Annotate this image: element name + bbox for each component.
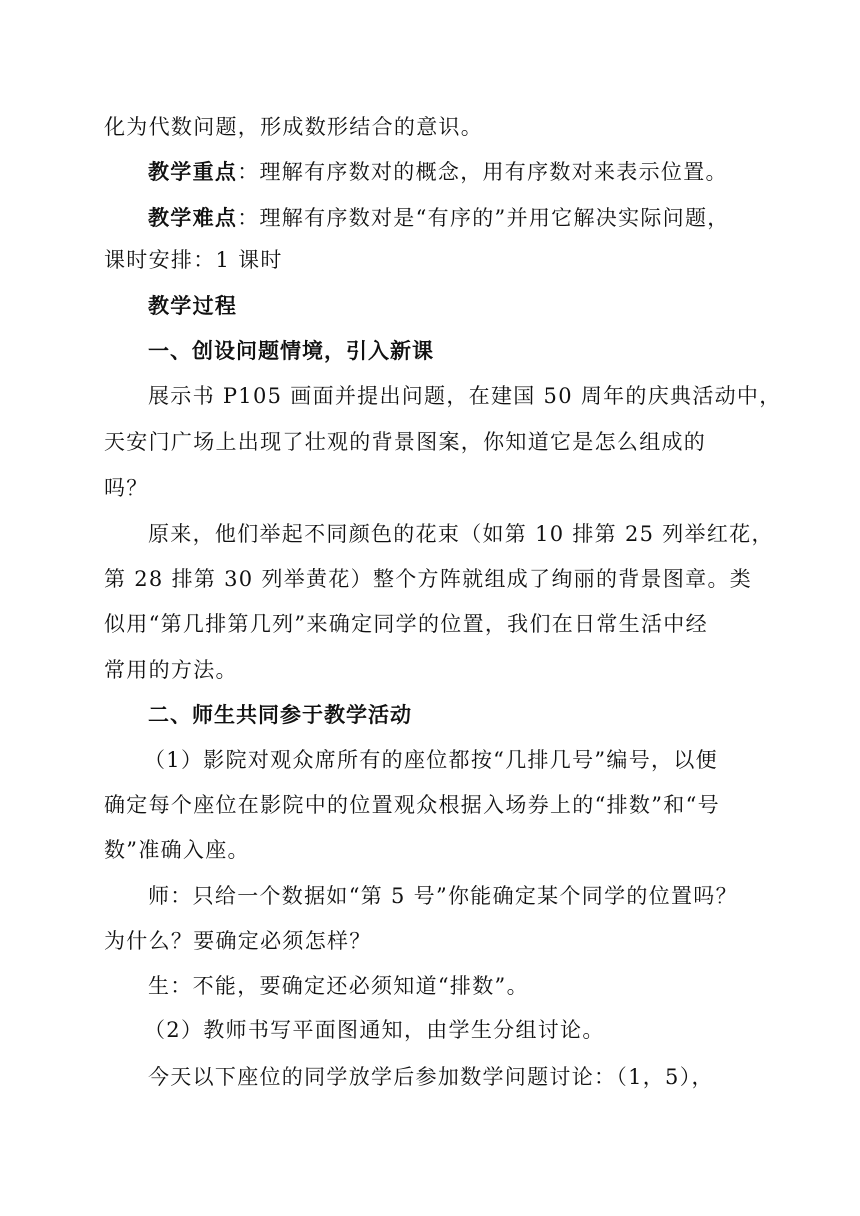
text-line: 数”准确入座。 xyxy=(104,838,250,862)
text-line: 展示书 P105 画面并提出问题，在建国 50 周年的庆典活动中， xyxy=(148,384,782,408)
text-line: 为什么？要确定必须怎样？ xyxy=(104,929,372,953)
text-line: 第 28 排第 30 列举黄花）整个方阵就组成了绚丽的背景图章。类 xyxy=(104,567,753,591)
text-line: 吗？ xyxy=(104,476,149,500)
text-line: 确定每个座位在影院中的位置观众根据入场券上的“排数”和“号 xyxy=(104,793,720,817)
text-line: 师：只给一个数据如“第 5 号”你能确定某个同学的位置吗？ xyxy=(148,884,738,908)
text-line: 天安门广场上出现了壮观的背景图案，你知道它是怎么组成的 xyxy=(104,430,707,454)
difficulty-text: ：理解有序数对是“有序的”并用它解决实际问题， xyxy=(237,206,730,230)
text-line: 常用的方法。 xyxy=(104,658,238,682)
section-heading: 二、师生共同参于教学活动 xyxy=(148,703,412,727)
schedule-line: 课时安排：1 课时 xyxy=(104,248,283,272)
text-line: （2）教师书写平面图通知，由学生分组讨论。 xyxy=(144,1018,605,1042)
difficulty-line xyxy=(148,203,764,233)
text-line: 今天以下座位的同学放学后参加数学问题讨论：（1，5）， xyxy=(148,1065,714,1089)
key-point-label: 教学重点 xyxy=(148,160,238,184)
key-point-line xyxy=(148,157,764,187)
text-line: （1）影院对观众席所有的座位都按“几排几号”编号，以便 xyxy=(144,748,718,772)
text-line: 化为代数问题，形成数形结合的意识。 xyxy=(104,115,484,139)
section-heading: 一、创设问题情境，引入新课 xyxy=(148,339,434,363)
difficulty-label: 教学难点 xyxy=(148,206,238,230)
text-line: 似用“第几排第几列”来确定同学的位置，我们在日常生活中经 xyxy=(104,612,708,636)
section-heading: 教学过程 xyxy=(148,294,238,318)
text-line: 原来，他们举起不同颜色的花束（如第 10 排第 25 列举红花， xyxy=(148,522,774,546)
text-line: 生：不能，要确定还必须知道“排数”。 xyxy=(148,974,529,998)
key-point-text: ：理解有序数对的概念，用有序数对来表示位置。 xyxy=(237,160,728,184)
